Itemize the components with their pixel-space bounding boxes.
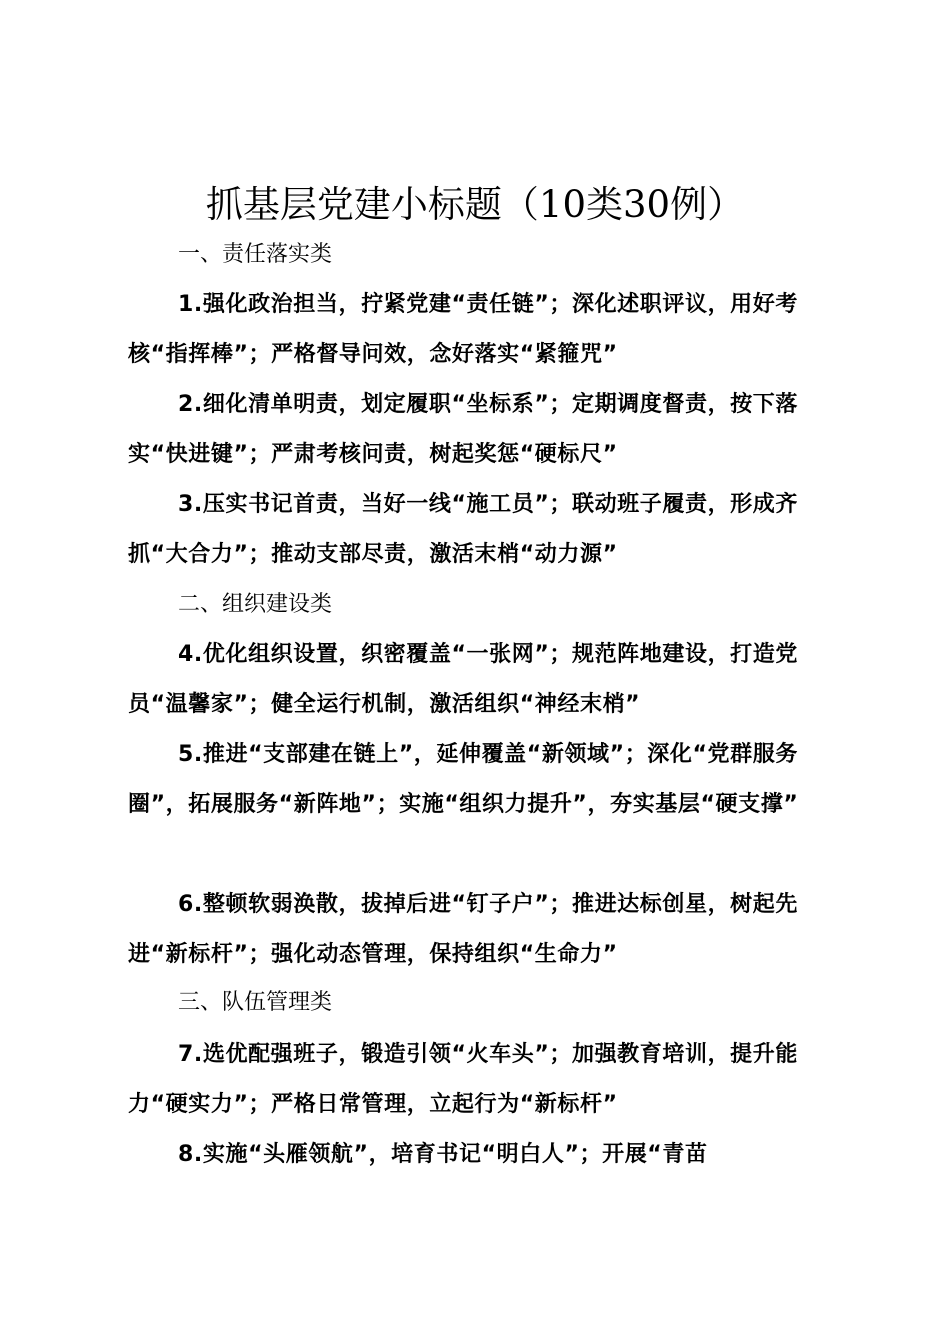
document-title: 抓基层党建小标题（10类30例）	[205, 183, 745, 226]
paragraph-item-4: 4.优化组织设置，织密覆盖“一张网”；规范阵地建设，打造党员“温馨家”；健全运行机制，激活组织“神经末梢”	[128, 642, 798, 717]
paragraph-item-6: 6.整顿软弱涣散，拔掉后进“钉子户”；推进达标创星，树起先进“新标杆”；强化动态管理，保持组织“生命力”	[128, 892, 798, 967]
paragraph-item-8: 8.实施“头雁领航”，培育书记“明白人”；开展“青苗	[178, 1142, 708, 1167]
paragraph-item-2: 2.细化清单明责，划定履职“坐标系”；定期调度督责，按下落实“快进键”；严肃考核问责，树起奖惩“硬标尺”	[128, 392, 798, 467]
paragraph-item-7: 7.选优配强班子，锻造引领“火车头”；加强教育培训，提升能力“硬实力”；严格日常管理，立起行为“新标杆”	[128, 1042, 798, 1117]
paragraph-item-5: 5.推进“支部建在链上”，延伸覆盖“新领域”；深化“党群服务圈”，拓展服务“新阵地”；实施“组织力提升”，夯实基层“硬支撑”	[128, 742, 799, 817]
section-heading-organization: 二、组织建设类	[178, 592, 333, 617]
paragraph-item-1: 1.强化政治担当，拧紧党建“责任链”；深化述职评议，用好考核“指挥棒”；严格督导问效，念好落实“紧箍咒”	[128, 292, 798, 367]
paragraph-item-3: 3.压实书记首责，当好一线“施工员”；联动班子履责，形成齐抓“大合力”；推动支部尽责，激活末梢“动力源”	[128, 492, 798, 567]
section-heading-team-management: 三、队伍管理类	[178, 990, 333, 1015]
section-heading-responsibility: 一、责任落实类	[178, 242, 333, 267]
